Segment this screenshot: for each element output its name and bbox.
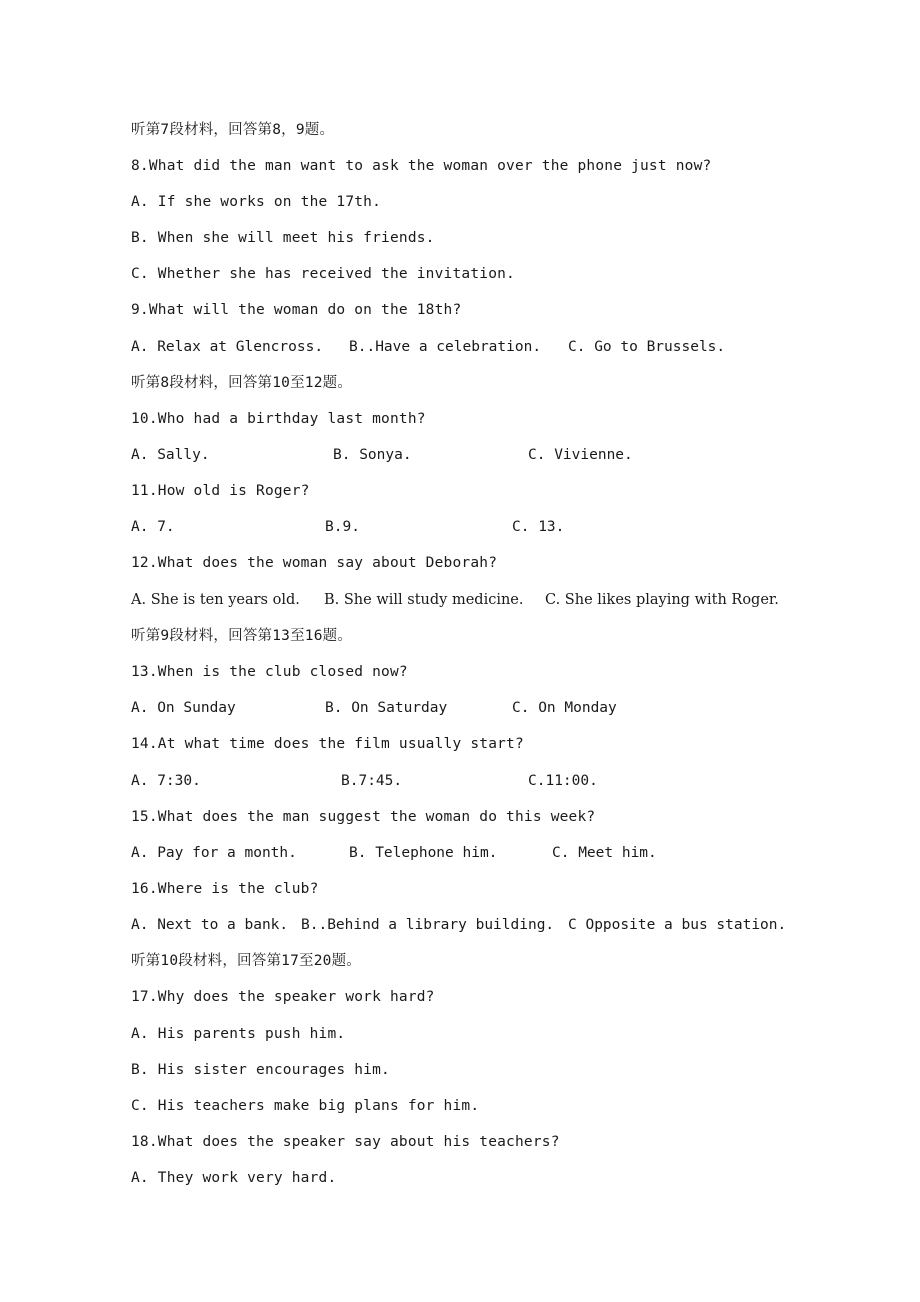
question-12: 12.What does the woman say about Deborah? bbox=[131, 555, 498, 571]
question-13: 13.When is the club closed now? bbox=[131, 664, 408, 680]
question-11-option-a: A. 7. bbox=[131, 519, 175, 535]
question-12-option-c: C. She likes playing with Roger. bbox=[545, 592, 779, 608]
question-17: 17.Why does the speaker work hard? bbox=[131, 989, 435, 1005]
question-15-option-b: B. Telephone him. bbox=[349, 845, 498, 861]
question-16-option-a: A. Next to a bank. bbox=[131, 917, 289, 933]
question-9-option-a: A. Relax at Glencross. bbox=[131, 339, 324, 355]
section-heading-10: 听第10段材料，回答第17至20题。 bbox=[131, 953, 361, 969]
question-10: 10.Who had a birthday last month? bbox=[131, 411, 426, 427]
question-8-option-c: C. Whether she has received the invitation. bbox=[131, 266, 515, 282]
question-13-options bbox=[131, 698, 920, 718]
question-16: 16.Where is the club? bbox=[131, 881, 319, 897]
question-15-option-c: C. Meet him. bbox=[552, 845, 657, 861]
question-17-option-a: A. His parents push him. bbox=[131, 1026, 346, 1042]
question-15-options bbox=[131, 843, 920, 863]
question-14-option-c: C.11:00. bbox=[528, 773, 598, 789]
question-9-options bbox=[131, 337, 920, 357]
question-11: 11.How old is Roger? bbox=[131, 483, 310, 499]
question-13-option-b: B. On Saturday bbox=[325, 700, 448, 716]
question-9-option-b: B..Have a celebration. bbox=[349, 339, 542, 355]
question-14: 14.At what time does the film usually start? bbox=[131, 736, 524, 752]
question-10-options bbox=[131, 445, 920, 465]
question-16-option-b: B..Behind a library building. bbox=[301, 917, 555, 933]
question-18-option-a: A. They work very hard. bbox=[131, 1170, 337, 1186]
section-heading-7: 听第7段材料，回答第8，9题。 bbox=[131, 122, 335, 138]
question-8-option-b: B. When she will meet his friends. bbox=[131, 230, 435, 246]
question-13-option-c: C. On Monday bbox=[512, 700, 617, 716]
question-8-option-a: A. If she works on the 17th. bbox=[131, 194, 382, 210]
question-14-option-b: B.7:45. bbox=[341, 773, 403, 789]
question-18: 18.What does the speaker say about his teachers? bbox=[131, 1134, 560, 1150]
question-16-option-c: C Opposite a bus station. bbox=[568, 917, 787, 933]
section-heading-8: 听第8段材料，回答第10至12题。 bbox=[131, 375, 353, 391]
question-10-option-a: A. Sally. bbox=[131, 447, 210, 463]
question-11-option-c: C. 13. bbox=[512, 519, 565, 535]
question-10-option-c: C. Vivienne. bbox=[528, 447, 633, 463]
question-16-options bbox=[131, 915, 920, 935]
question-17-option-b: B. His sister encourages him. bbox=[131, 1062, 390, 1078]
question-17-option-c: C. His teachers make big plans for him. bbox=[131, 1098, 480, 1114]
question-11-options bbox=[131, 517, 920, 537]
question-10-option-b: B. Sonya. bbox=[333, 447, 412, 463]
question-13-option-a: A. On Sunday bbox=[131, 700, 236, 716]
question-14-options bbox=[131, 771, 920, 791]
question-15-option-a: A. Pay for a month. bbox=[131, 845, 297, 861]
question-15: 15.What does the man suggest the woman do this week? bbox=[131, 809, 596, 825]
question-14-option-a: A. 7:30. bbox=[131, 773, 201, 789]
question-9-option-c: C. Go to Brussels. bbox=[568, 339, 726, 355]
section-heading-9: 听第9段材料，回答第13至16题。 bbox=[131, 628, 353, 644]
question-8: 8.What did the man want to ask the woman over the phone just now? bbox=[131, 158, 712, 174]
question-12-option-a: A. She is ten years old. bbox=[131, 592, 300, 608]
question-11-option-b: B.9. bbox=[325, 519, 360, 535]
question-12-option-b: B. She will study medicine. bbox=[324, 592, 524, 608]
question-9: 9.What will the woman do on the 18th? bbox=[131, 302, 462, 318]
question-12-options bbox=[131, 590, 920, 610]
